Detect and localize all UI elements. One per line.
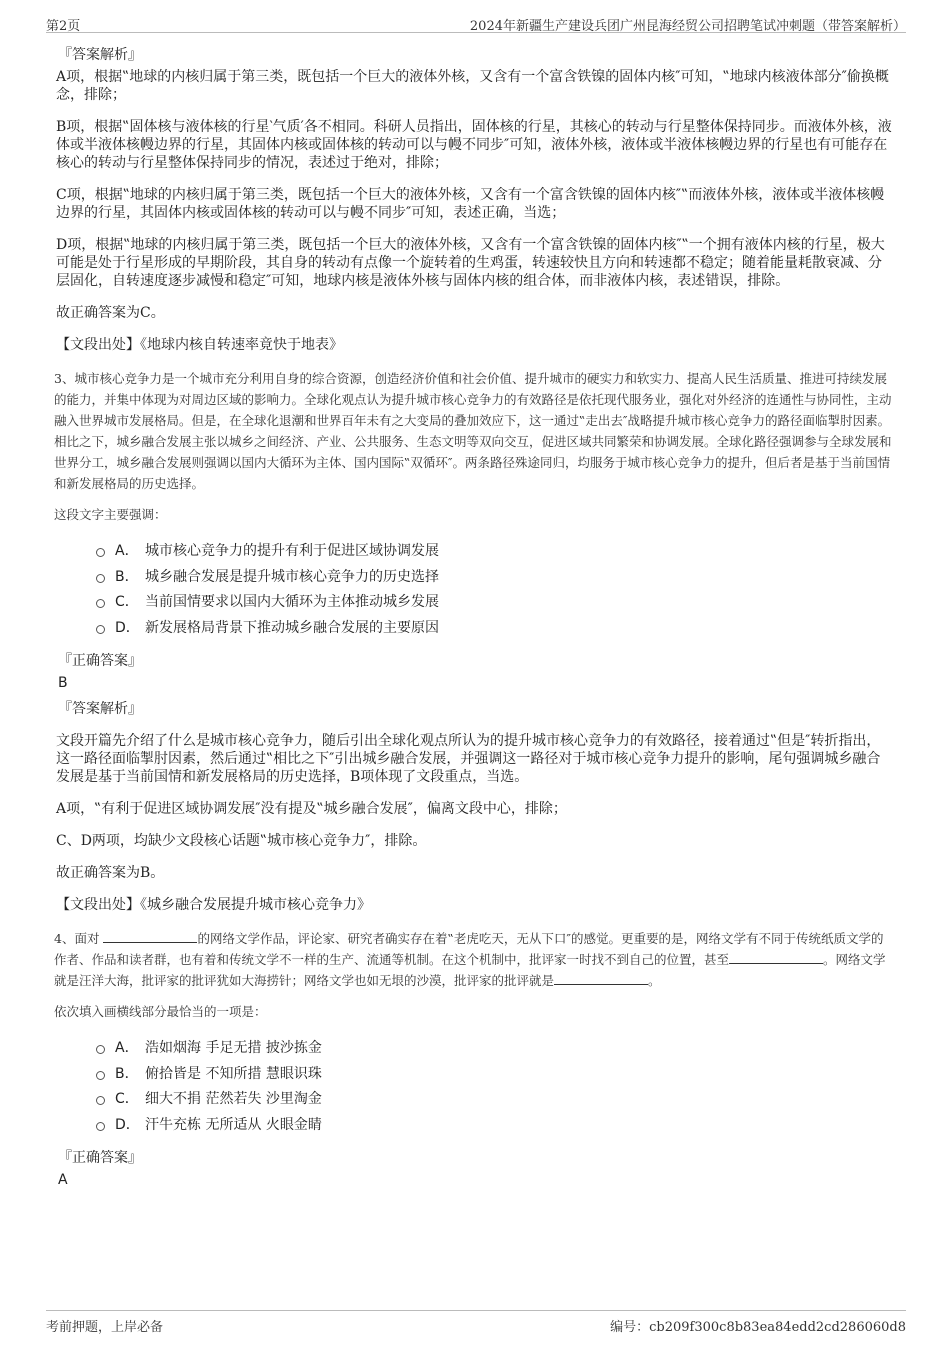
q4-stem-part-2: 的网络文学作品，评论家、研究者确实存在着‟老虎吃天，无从下口″的感觉。更重要的是，网络文学有不同于传统纸质文学的作者、作品和读者群，也有着和传统文学不一样的生产、流通等机制。在这个机制中，批评家一时找不到自己的位置，甚至 <box>54 931 884 967</box>
option-letter: D． <box>115 619 140 636</box>
document-title: 2024年新疆生产建设兵团广州昆海经贸公司招聘笔试冲刺题（带答案解析） <box>469 19 906 34</box>
option-text: 汗牛充栋 无所适从 火眼金睛 <box>145 1116 322 1133</box>
q3-option-c[interactable] <box>96 593 894 619</box>
q2-analysis-b: B项，根据‟固体核与液体核的行星‵气质′各不相同。科研人员指出，固体核的行星，其核心的转动与行星整体保持同步。而液体外核，液体或半液体核幔边界的行星，其固体内核或固体核的转动可以与幔不同步″可知，液体外核，液体或半液体核幔边界的行星也有可能存在核心的转动与行星整体保持同步的情况，表述过于绝对，排除； <box>56 119 892 171</box>
radio-icon[interactable] <box>96 599 105 608</box>
option-text: 当前国情要求以国内大循环为主体推动城乡发展 <box>145 594 439 610</box>
q4-stem-part-1: 4、面对 <box>54 931 100 946</box>
option-letter: C． <box>115 594 139 610</box>
option-text: 城乡融合发展是提升城市核心竞争力的历史选择 <box>145 568 439 585</box>
radio-icon[interactable] <box>96 1071 105 1080</box>
fill-blank-3 <box>554 972 648 985</box>
q2-analysis-section <box>56 46 894 354</box>
fill-blank-2 <box>729 951 823 964</box>
q3-prompt: 这段文字主要强调： <box>54 507 167 522</box>
radio-icon[interactable] <box>96 1096 105 1105</box>
page-number: 第2页 <box>46 19 81 34</box>
q2-analysis-label: 『答案解析』 <box>58 47 142 63</box>
q4-option-a[interactable] <box>96 1039 894 1065</box>
q4-correct-answer: A <box>58 1172 68 1188</box>
q3-analysis-a: A项，‟有利于促进区域协调发展″没有提及‟城乡融合发展″，偏离文段中心，排除； <box>56 801 567 817</box>
q2-analysis-a: A项，根据‟地球的内核归属于第三类，既包括一个巨大的液体外核，又含有一个富含铁镍的固体内核″可知，‟地球内核液体部分″偷换概念，排除； <box>56 69 889 103</box>
question-3 <box>56 368 894 914</box>
option-text: 浩如烟海 手足无措 披沙拣金 <box>145 1040 322 1056</box>
q4-option-c[interactable] <box>96 1090 894 1116</box>
q3-source: 【文段出处】《城乡融合发展提升城市核心竞争力》 <box>56 897 371 913</box>
q4-correct-label: 『正确答案』 <box>58 1150 142 1166</box>
footer-slogan: 考前押题，上岸必备 <box>46 1320 164 1335</box>
radio-icon[interactable] <box>96 548 105 557</box>
fill-blank-1 <box>103 930 197 943</box>
q2-analysis-c: C项，根据‟地球的内核归属于第三类，既包括一个巨大的液体外核，又含有一个富含铁镍的固体内核″‟而液体外核，液体或半液体核幔边界的行星，其固体内核或固体核的转动可以与幔不同步″可知，表述正确，当选； <box>56 187 885 221</box>
radio-icon[interactable] <box>96 1045 105 1054</box>
q3-option-b[interactable] <box>96 568 894 594</box>
q2-source: 【文段出处】《地球内核自转速率竟快于地表》 <box>56 337 343 353</box>
q3-conclusion: 故正确答案为B。 <box>56 865 165 881</box>
q3-analysis-cd: C、D两项，均缺少文段核心话题‟城市核心竞争力″，排除。 <box>56 833 427 849</box>
option-text: 城市核心竞争力的提升有利于促进区域协调发展 <box>145 543 439 559</box>
q4-prompt: 依次填入画横线部分最恰当的一项是： <box>54 1004 267 1019</box>
q3-correct-label: 『正确答案』 <box>58 653 142 669</box>
q4-option-d[interactable] <box>96 1116 894 1142</box>
q3-option-d[interactable] <box>96 619 894 645</box>
q4-options <box>96 1039 894 1141</box>
q2-analysis-d: D项，根据‟地球的内核归属于第三类，既包括一个巨大的液体外核，又含有一个富含铁镍的固体内核″‟一个拥有液体内核的行星，极大可能是处于行星形成的早期阶段，其自身的转动有点像一个旋转着的生鸡蛋，转速较快且方向和转速都不稳定；随着能量耗散衰减、分层固化，自转速度逐步减慢和稳定″可知，地球内核是液体外核与固体内核的组合体，而非液体内核，表述错误，排除。 <box>56 237 885 289</box>
q3-analysis-label: 『答案解析』 <box>58 701 142 717</box>
option-text: 细大不捐 茫然若失 沙里淘金 <box>145 1091 322 1107</box>
q4-option-b[interactable] <box>96 1065 894 1091</box>
option-text: 俯拾皆是 不知所措 慧眼识珠 <box>145 1065 322 1082</box>
document-body <box>56 46 894 1197</box>
footer-serial-number: 编号：cb209f300c8b83ea84edd2cd286060d8 <box>610 1320 906 1335</box>
option-letter: A． <box>115 543 139 559</box>
page-footer <box>46 1310 906 1335</box>
option-letter: B． <box>115 1065 139 1082</box>
q4-stem-part-3: 。网络文学就是汪洋大海，批评家的批评犹如大海捞针；网络文学也如无垠的沙漠，批评家的批评就是 <box>54 952 886 988</box>
radio-icon[interactable] <box>96 1122 105 1131</box>
q3-option-a[interactable] <box>96 542 894 568</box>
question-4 <box>56 928 894 1189</box>
q3-analysis: 文段开篇先介绍了什么是城市核心竞争力，随后引出全球化观点所认为的提升城市核心竞争力的有效路径，接着通过‟但是″转折指出，这一路径面临掣肘因素，然后通过‟相比之下″引出城乡融合发展，并强调这一路径对于城市核心竞争力提升的影响，尾句强调城乡融合发展是基于当前国情和新发展格局的历史选择，B项体现了文段重点，当选。 <box>56 733 881 785</box>
radio-icon[interactable] <box>96 625 105 634</box>
page-header <box>46 12 906 33</box>
radio-icon[interactable] <box>96 574 105 583</box>
option-letter: C． <box>115 1091 139 1107</box>
option-letter: A． <box>115 1040 139 1056</box>
q3-options <box>96 542 894 644</box>
q3-correct-answer: B <box>58 675 68 691</box>
q2-conclusion: 故正确答案为C。 <box>56 305 165 321</box>
q4-stem <box>54 928 894 991</box>
q3-stem: 3、城市核心竞争力是一个城市充分利用自身的综合资源，创造经济价值和社会价值、提升城市的硬实力和软实力、提高人民生活质量、推进可持续发展的能力，并集中体现为对周边区域的影响力。全球化观点认为提升城市核心竞争力的有效路径是依托现代服务业，强化对外经济的连通性与协同性，主动融入世界城市发展格局。但是，在全球化退潮和世界百年未有之大变局的叠加效应下，这一通过‟走出去″战略提升城市核心竞争力的路径面临掣肘因素。相比之下，城乡融合发展主张以城乡之间经济、产业、公共服务、生态文明等双向交互，促进区域共同繁荣和协调发展。全球化路径强调参与全球发展和世界分工，城乡融合发展则强调以国内大循环为主体、国内国际‟双循环″。两条路径殊途同归，均服务于城市核心竞争力的提升，但后者是基于当前国情和新发展格局的历史选择。 <box>54 371 892 491</box>
option-letter: B． <box>115 568 139 585</box>
option-text: 新发展格局背景下推动城乡融合发展的主要原因 <box>145 619 439 636</box>
option-letter: D． <box>115 1116 140 1133</box>
q4-stem-part-4: 。 <box>648 973 661 988</box>
